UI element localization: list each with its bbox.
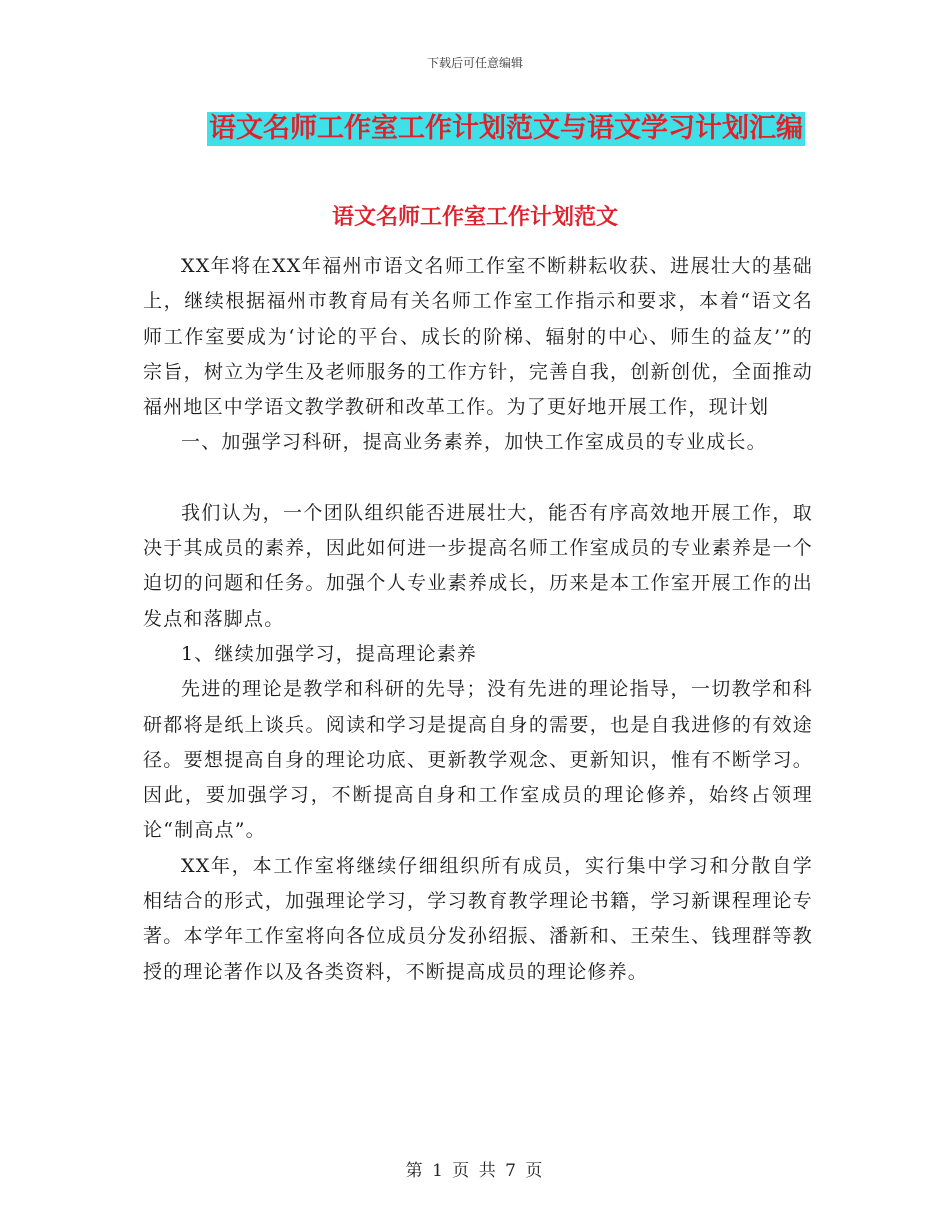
section-title: 语文名师工作室工作计划范文: [331, 205, 618, 230]
paragraph-subheading-1: 1、继续加强学习，提高理论素养: [181, 642, 478, 665]
paragraph-plan: XX年，本工作室将继续仔细组织所有成员，实行集中学习和分散自学相结合的形式，加强理论学习，学习教育教学理论书籍，学习新课程理论专著。本学年工作室将向各位成员分发孙绍振、潘新和、王荣生、钱理群等教授的理论著作以及各类资料，不断提高成员的理论修养。: [143, 854, 813, 983]
paragraph-heading-1: 一、加强学习科研，提高业务素养，加快工作室成员的专业成长。: [181, 431, 767, 454]
paragraph-team: 我们认为，一个团队组织能否进展壮大，能否有序高效地开展工作，取决于其成员的素养，因此如何进一步提高名师工作室成员的专业素养是一个迫切的问题和任务。加强个人专业素养成长，历来是本工作室开展工作的出发点和落脚点。: [143, 501, 813, 630]
paragraph-intro: XX年将在XX年福州市语文名师工作室不断耕耘收获、进展壮大的基础上，继续根据福州市教育局有关名师工作室工作指示和要求，本着“语文名师工作室要成为‘讨论的平台、成长的阶梯、辐射的中心、师生的益友’”的宗旨，树立为学生及老师服务的工作方针，完善自我，创新创优，全面推动福州地区中学语文教学教研和改革工作。为了更好地开展工作，现计划: [143, 255, 813, 419]
paragraph-theory: 先进的理论是教学和科研的先导；没有先进的理论指导，一切教学和科研都将是纸上谈兵。阅读和学习是提高自身的需要，也是自我进修的有效途径。要想提高自身的理论功底、更新教学观念、更新知识，惟有不断学习。因此，要加强学习，不断提高自身和工作室成员的理论修养，始终占领理论“制高点”。: [143, 678, 813, 842]
document-title: 语文名师工作室工作计划范文与语文学习计划汇编: [209, 113, 803, 144]
page-footer: 第 1 页 共 7 页: [405, 1161, 545, 1181]
header-note: 下载后可任意编辑: [426, 56, 523, 70]
document-body: [143, 249, 813, 990]
